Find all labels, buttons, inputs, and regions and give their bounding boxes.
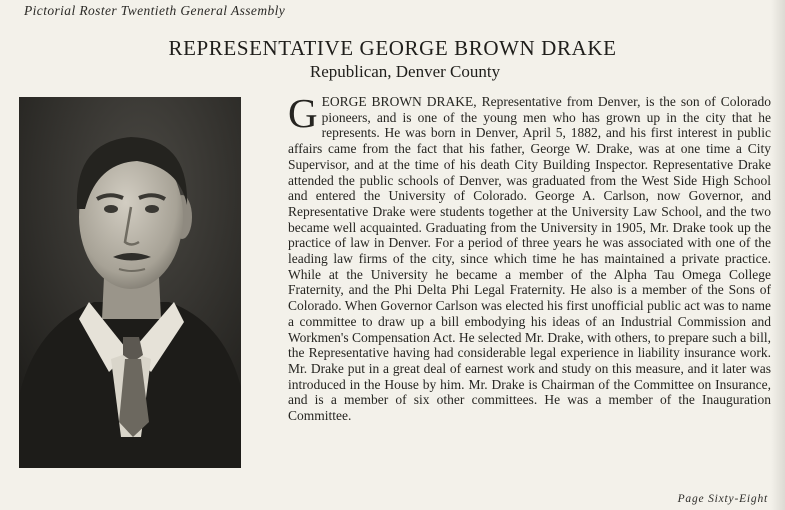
entry-subtitle: Republican, Denver County — [309, 62, 501, 81]
entry-title: REPRESENTATIVE GEORGE BROWN DRAKE — [168, 36, 617, 60]
running-header: Pictorial Roster Twentieth General Assembly — [24, 3, 286, 18]
biography-paragraph — [288, 90, 771, 424]
drop-cap: G — [288, 90, 318, 136]
page-number: Page Sixty-Eight — [677, 493, 768, 505]
biography-text — [288, 90, 771, 424]
portrait-illustration — [19, 97, 241, 468]
biography-body: EORGE BROWN DRAKE, Representative from Denver, is the son of Colorado pioneers, and is one of the young men who has grown up in the city that he represents. He was born in Denver, April 5, 1882, and his first interest in public affairs came from the fact that his father, George W. Drake, was at one time a City Supervisor, and at the time of his death City Building Inspector. Representative Drake attended the public schools of Denver, was graduated from the West Side High School and entered the University of Colorado. George A. Carlson, now Governor, and Representative Drake were students together at the University Law School, and the two became well acquainted. Graduating from the University in 1905, Mr. Drake took up the practice of law in Denver. For a period of three years he was associated with one of the leading law firms of the city, since which time he has maintained a private practice. While at the University he became a member of the Alpha Tau Omega College Fraternity, and the Phi Delta Phi Legal Fraternity. He also is a member of the Sons of Colorado. When Governor Carlson was elected his first unofficial public act was to name a committee to draw up a bill embodying his ideas of an Industrial Commission and Workmen's Compensation Act. He selected Mr. Drake, with others, to prepare such a bill, the Representative having had considerable legal experience in liability insurance work. Mr. Drake put in a great deal of earnest work and study on this measure, and it later was introduced in the House by him. Mr. Drake is Chairman of the Committee on Insurance, and is a member of six other committees. He was a member of the Inauguration Committee. — [288, 94, 771, 424]
portrait-photo — [19, 97, 241, 468]
